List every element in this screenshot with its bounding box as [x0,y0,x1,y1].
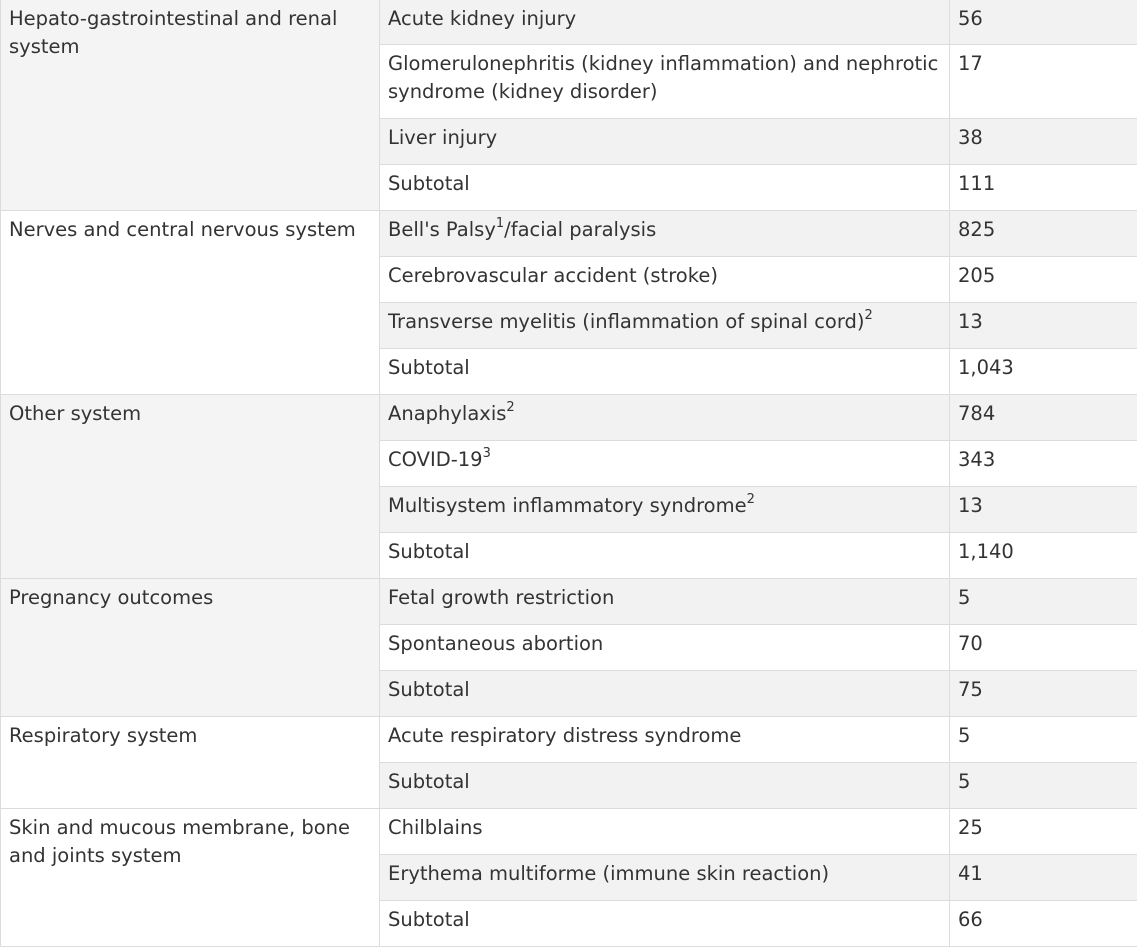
event-label-text: Anaphylaxis [388,402,506,425]
subtotal-count-cell: 111 [950,165,1137,211]
event-count-cell: 205 [950,257,1137,303]
table-row [1,717,1137,763]
event-count-cell: 56 [950,0,1137,45]
event-label-cell [380,211,950,257]
group-name-cell: Pregnancy outcomes [1,579,380,717]
event-label-cell: Fetal growth restriction [380,579,950,625]
event-label-cell: Liver injury [380,119,950,165]
event-count-cell: 17 [950,45,1137,119]
subtotal-label-cell: Subtotal [380,165,950,211]
event-count-cell: 41 [950,855,1137,901]
event-count-cell: 38 [950,119,1137,165]
event-label-text: Transverse myelitis (inflammation of spinal cord) [388,310,865,333]
event-label-cell: Erythema multiforme (immune skin reaction) [380,855,950,901]
event-label-cell: Chilblains [380,809,950,855]
event-count-cell: 825 [950,211,1137,257]
subtotal-count-cell: 5 [950,763,1137,809]
group-name-cell: Hepato-gastrointestinal and renal system [1,0,380,211]
footnote-marker: 3 [483,446,491,461]
event-count-cell: 343 [950,441,1137,487]
subtotal-label-cell: Subtotal [380,533,950,579]
event-label-cell: Cerebrovascular accident (stroke) [380,257,950,303]
table-row [1,579,1137,625]
table-row [1,395,1137,441]
footnote-marker: 2 [747,492,755,507]
subtotal-label-cell: Subtotal [380,901,950,947]
subtotal-label-cell: Subtotal [380,763,950,809]
subtotal-count-cell: 75 [950,671,1137,717]
event-label-text: COVID-19 [388,448,483,471]
event-count-cell: 5 [950,579,1137,625]
event-label-cell: Acute kidney injury [380,0,950,45]
event-label-cell [380,441,950,487]
event-count-cell: 5 [950,717,1137,763]
table-row [1,809,1137,855]
subtotal-label-cell: Subtotal [380,349,950,395]
event-count-cell: 784 [950,395,1137,441]
footnote-marker: 2 [506,400,514,415]
footnote-marker: 1 [496,216,504,231]
event-label-cell: Glomerulonephritis (kidney inflammation) and nephrotic syndrome (kidney disorder) [380,45,950,119]
group-name-cell: Nerves and central nervous system [1,211,380,395]
event-label-suffix: /facial paralysis [504,218,656,241]
event-count-cell: 13 [950,487,1137,533]
event-label-cell: Acute respiratory distress syndrome [380,717,950,763]
event-label-cell [380,303,950,349]
event-count-cell: 25 [950,809,1137,855]
footnote-marker: 2 [865,308,873,323]
subtotal-count-cell: 66 [950,901,1137,947]
event-count-cell: 13 [950,303,1137,349]
event-label-cell [380,395,950,441]
subtotal-label-cell: Subtotal [380,671,950,717]
event-label-text: Multisystem inflammatory syndrome [388,494,747,517]
group-name-cell: Skin and mucous membrane, bone and joints system [1,809,380,947]
group-name-cell: Respiratory system [1,717,380,809]
event-label-cell [380,487,950,533]
subtotal-count-cell: 1,140 [950,533,1137,579]
subtotal-count-cell: 1,043 [950,349,1137,395]
event-count-cell: 70 [950,625,1137,671]
group-name-cell: Other system [1,395,380,579]
event-label-text: Bell's Palsy [388,218,496,241]
table-row [1,0,1137,45]
event-label-cell: Spontaneous abortion [380,625,950,671]
table-row [1,211,1137,257]
